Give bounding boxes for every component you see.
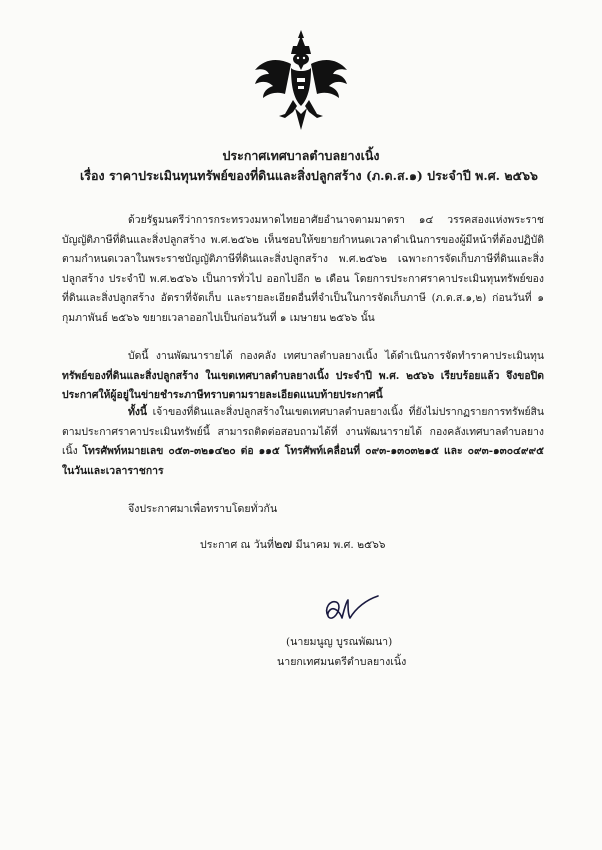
- paragraph-announcement-start: บัดนี้ งานพัฒนารายได้ กองคลัง เทศบาลตำบลยางเนิ้ง ได้ดำเนินการจัดทำราคาประเมินทุน: [128, 350, 544, 362]
- announcement-subject: เรื่อง ราคาประเมินทุนทรัพย์ของที่ดินและสิ่งปลูกสร้าง (ภ.ด.ส.๑) ประจำปี พ.ศ. ๒๕๖๖: [80, 168, 538, 183]
- date-day: ๒๗: [273, 537, 293, 552]
- announcement-title: ประกาศเทศบาลตำบลยางเนิ้ง: [222, 148, 380, 163]
- paragraph-contact-lead: ทั้งนี้: [128, 406, 148, 418]
- garuda-emblem-icon: [251, 28, 351, 132]
- signatory-name: (นายมนูญ บูรณพัฒนา): [286, 636, 393, 648]
- paragraph-contact: [62, 403, 544, 481]
- paragraph-contact-phone: โทรศัพท์หมายเลข ๐๕๓-๓๒๑๔๒๐ ต่อ ๑๑๕ โทรศัพท์เคลื่อนที่ ๐๙๓-๑๓๐๓๒๑๕ และ ๐๙๓-๑๓๐๔๙๙๕ ในวันและเวลาราชการ: [62, 445, 544, 477]
- paragraph-announcement-bold: ทรัพย์ของที่ดินและสิ่งปลูกสร้าง ในเขตเทศบาลตำบลยางเนิ้ง ประจำปี พ.ศ. ๒๕๖๖ เรียบร้อยแล้ว จึงขอปิดประกาศให้ผู้อยู่ในข่ายชำระภาษีทราบตามรายละเอียดแนบท้ายประกาศนี้: [62, 369, 544, 401]
- paragraph-contact-text: เจ้าของที่ดินและสิ่งปลูกสร้างในเขตเทศบาลตำบลยางเนิ้ง ที่ยังไม่ปรากฏรายการทรัพย์สินตามประกาศราคาประเมินทรัพย์นี้ สามารถติดต่อสอบถามได้ที่ งานพัฒนารายได้ กองคลังเทศบาลตำบลยางเนิ้ง: [62, 406, 544, 457]
- handwritten-signature-icon: [318, 588, 384, 628]
- paragraph-announcement: [62, 347, 544, 406]
- paragraph-background: ด้วยรัฐมนตรีว่าการกระทรวงมหาดไทยอาศัยอำนาจตามมาตรา ๑๔ วรรคสองแห่งพระราชบัญญัติภาษีที่ดินและสิ่งปลูกสร้าง พ.ศ.๒๕๖๒ เห็นชอบให้ขยายกำหนดเวลาดำเนินการของผู้มีหน้าที่ต้องปฏิบัติตามกำหนดเวลาในพระราชบัญญัติภาษีที่ดินและสิ่งปลูกสร้าง พ.ศ.๒๕๖๒ เฉพาะการจัดเก็บภาษีที่ดินและสิ่งปลูกสร้าง ประจำปี พ.ศ.๒๕๖๖ เป็นการทั่วไป ออกไปอีก ๒ เดือน โดยการประกาศราคาประเมินทุนทรัพย์ของที่ดินและสิ่งปลูกสร้าง อัตราที่จัดเก็บ และรายละเอียดอื่นที่จำเป็นในการจัดเก็บภาษี (ภ.ด.ส.๑,๒) ก่อนวันที่ ๑ กุมภาพันธ์ ๒๕๖๖ ขยายเวลาออกไปเป็นก่อนวันที่ ๑ เมษายน ๒๕๖๖ นั้น: [62, 214, 544, 324]
- signatory-position: นายกเทศมนตรีตำบลยางเนิ้ง: [277, 656, 407, 668]
- date-prefix: ประกาศ ณ วันที่: [200, 539, 274, 551]
- closing-statement: จึงประกาศมาเพื่อทราบโดยทั่วกัน: [128, 503, 278, 515]
- announcement-date: [200, 533, 386, 554]
- date-month-year: มีนาคม พ.ศ. ๒๕๖๖: [292, 539, 386, 551]
